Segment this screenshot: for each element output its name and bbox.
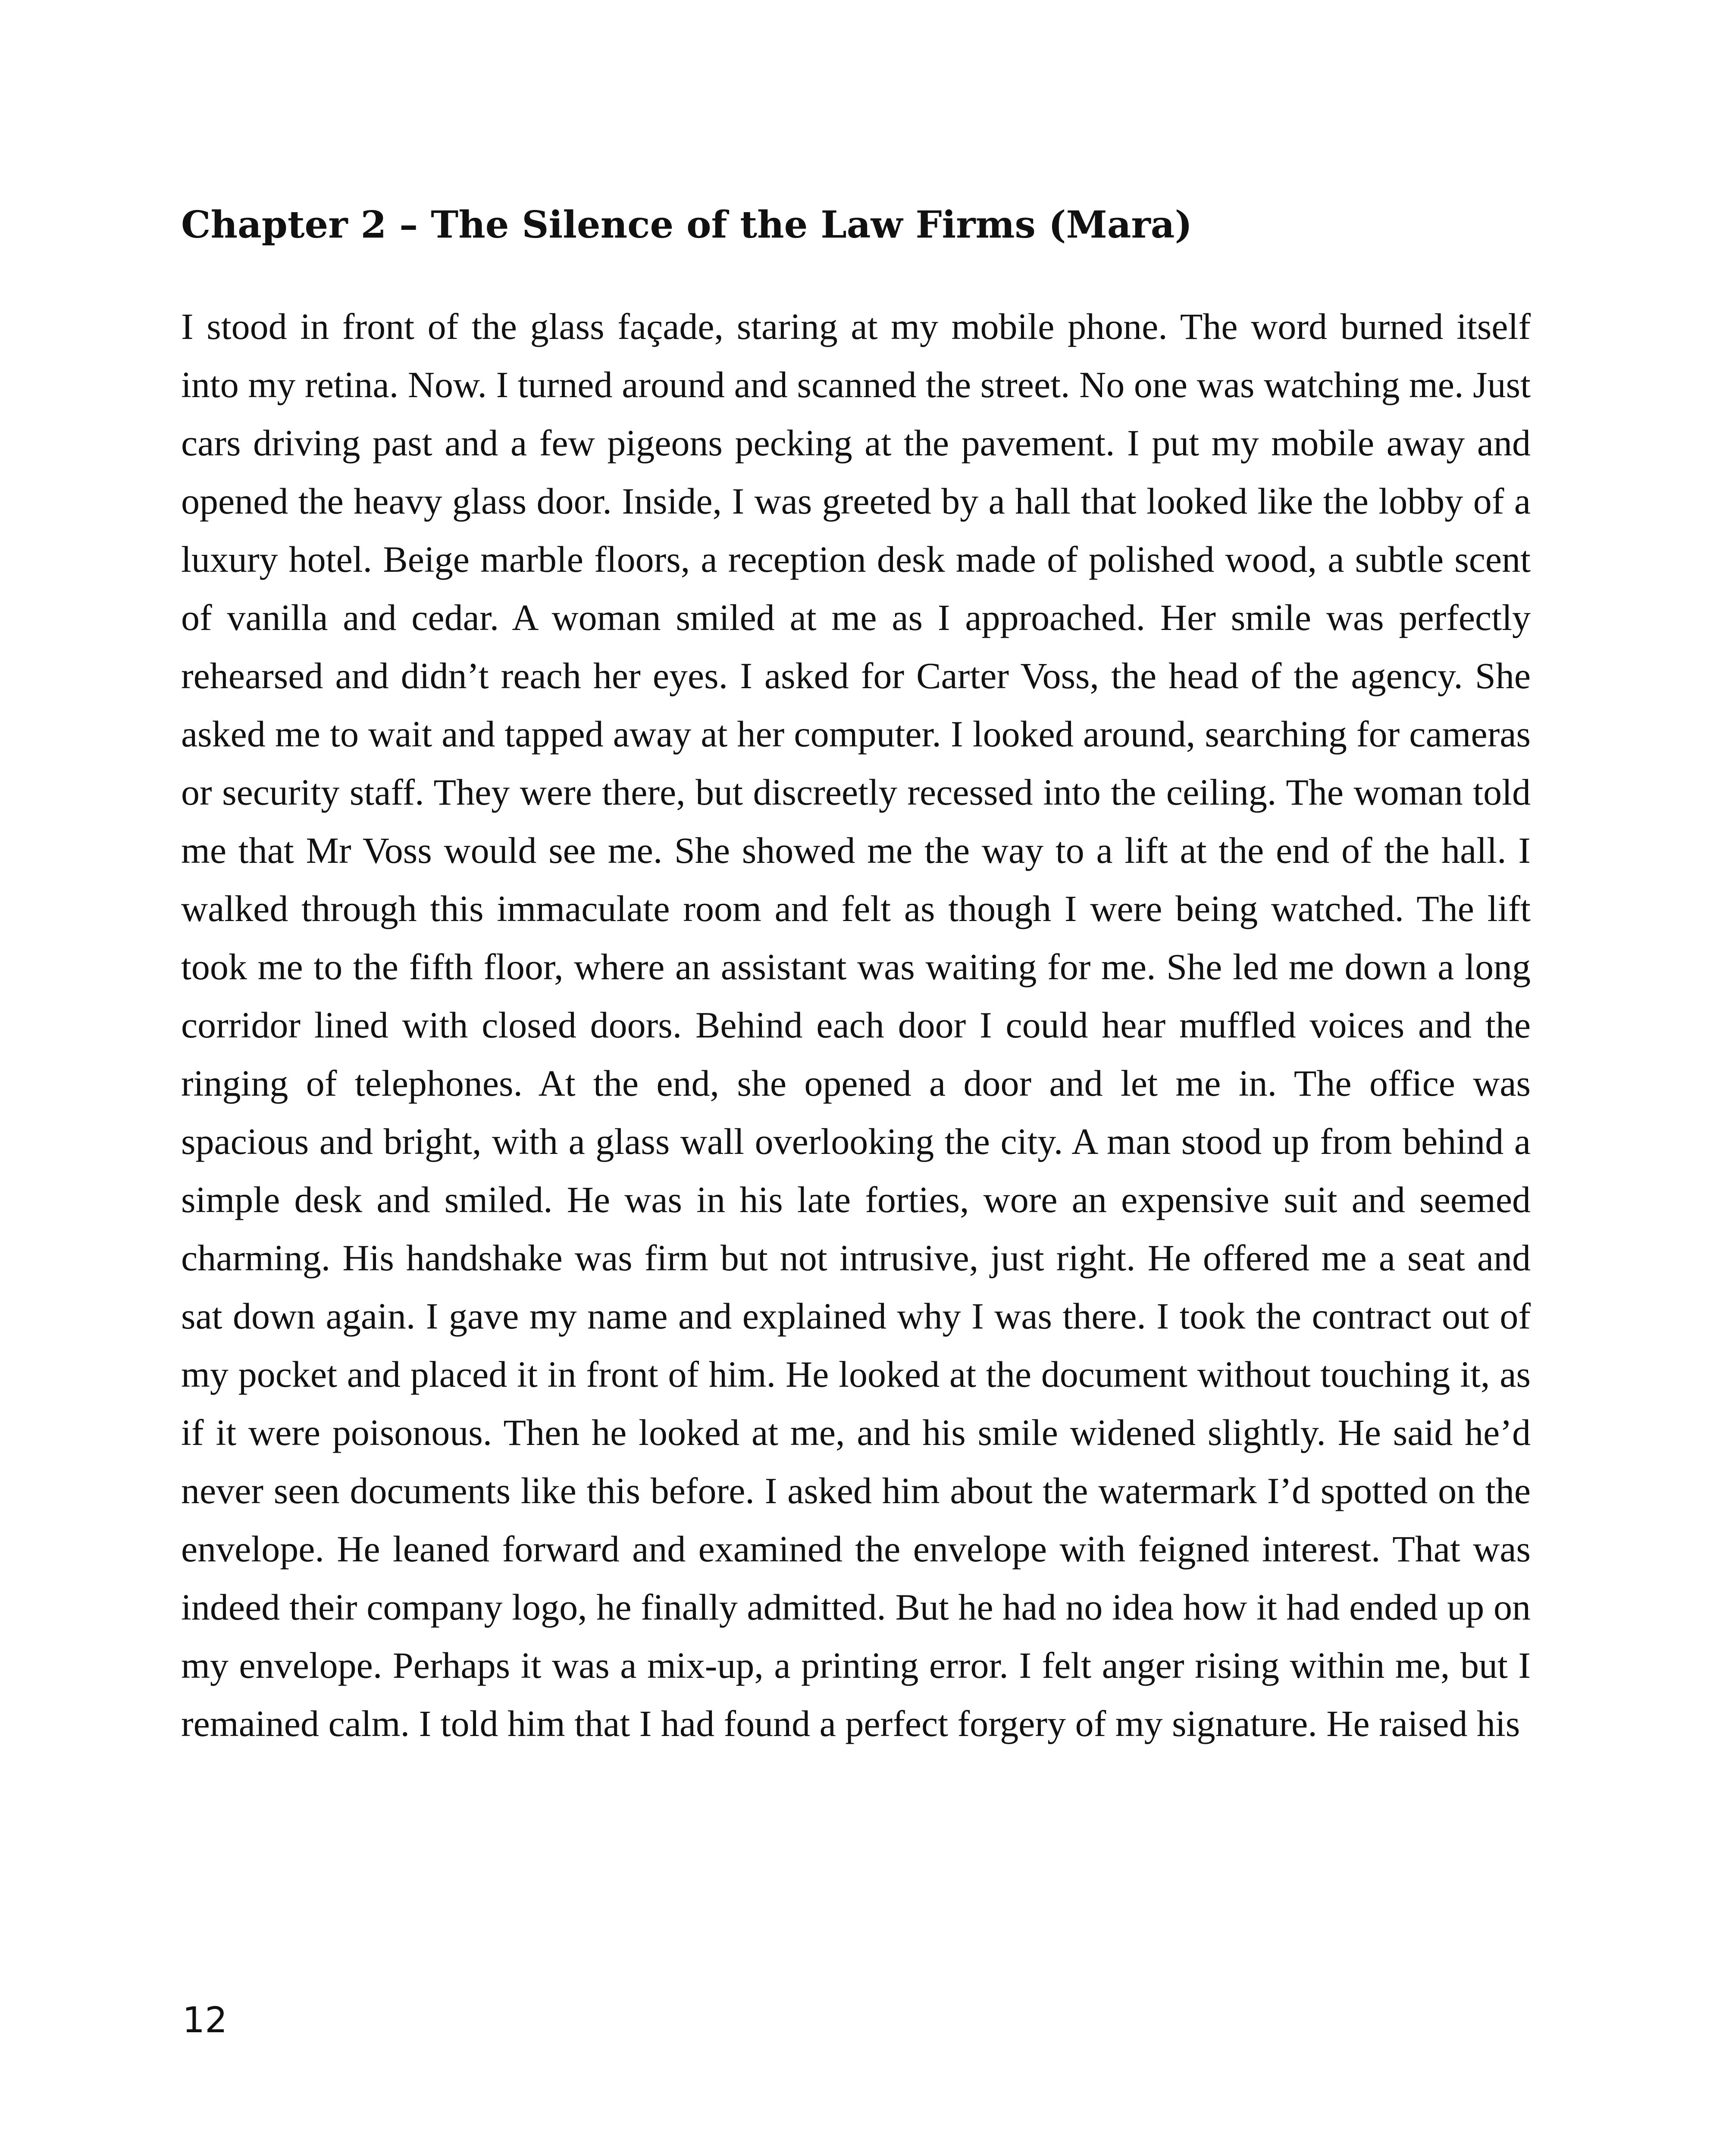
chapter-body-text: I stood in front of the glass façade, staring at my mobile phone. The word burned itself into my retina. Now. I turned around and scanned the street. No one was watching me. Just cars driving past and a few pigeons pecking at the pavement. I put my mobile away and opened the heavy glass door. Inside, I was greeted by a hall that looked like the lobby of a luxury hotel. Beige marble floors, a reception desk made of polished wood, a subtle scent of vanilla and cedar. A woman smiled at me as I approached. Her smile was perfectly rehearsed and didn’t reach her eyes. I asked for Carter Voss, the head of the agency. She asked me to wait and tapped away at her computer. I looked around, searching for cameras or security staff. They were there, but discreetly recessed into the ceiling. The woman told me that Mr Voss would see me. She showed me the way to a lift at the end of the hall. I walked through this immaculate room and felt as though I were being watched. The lift took me to the fifth floor, where an assistant was waiting for me. She led me down a long corridor lined with closed doors. Behind each door I could hear muffled voices and the ringing of telephones. At the end, she opened a door and let me in. The office was spacious and bright, with a glass wall overlooking the city. A man stood up from behind a simple desk and smiled. He was in his late forties, wore an expensive suit and seemed charming. His handshake was firm but not intrusive, just right. He offered me a seat and sat down again. I gave my name and explained why I was there. I took the contract out of my pocket and placed it in front of him. He looked at the document without touching it, as if it were poisonous. Then he looked at me, and his smile widened slightly. He said he’d never seen documents like this before. I asked him about the watermark I’d spotted on the envelope. He leaned forward and examined the envelope with feigned interest. That was indeed their company logo, he finally admitted. But he had no idea how it had ended up on my envelope. Perhaps it was a mix-up, a printing error. I felt anger rising within me, but I remained calm. I told him that I had found a perfect forgery of my signature. He raised his xyxy=(181,306,1531,1744)
page-number: 12 xyxy=(182,2000,228,2041)
chapter-title: Chapter 2 – The Silence of the Law Firms (Mara) xyxy=(181,203,1193,247)
